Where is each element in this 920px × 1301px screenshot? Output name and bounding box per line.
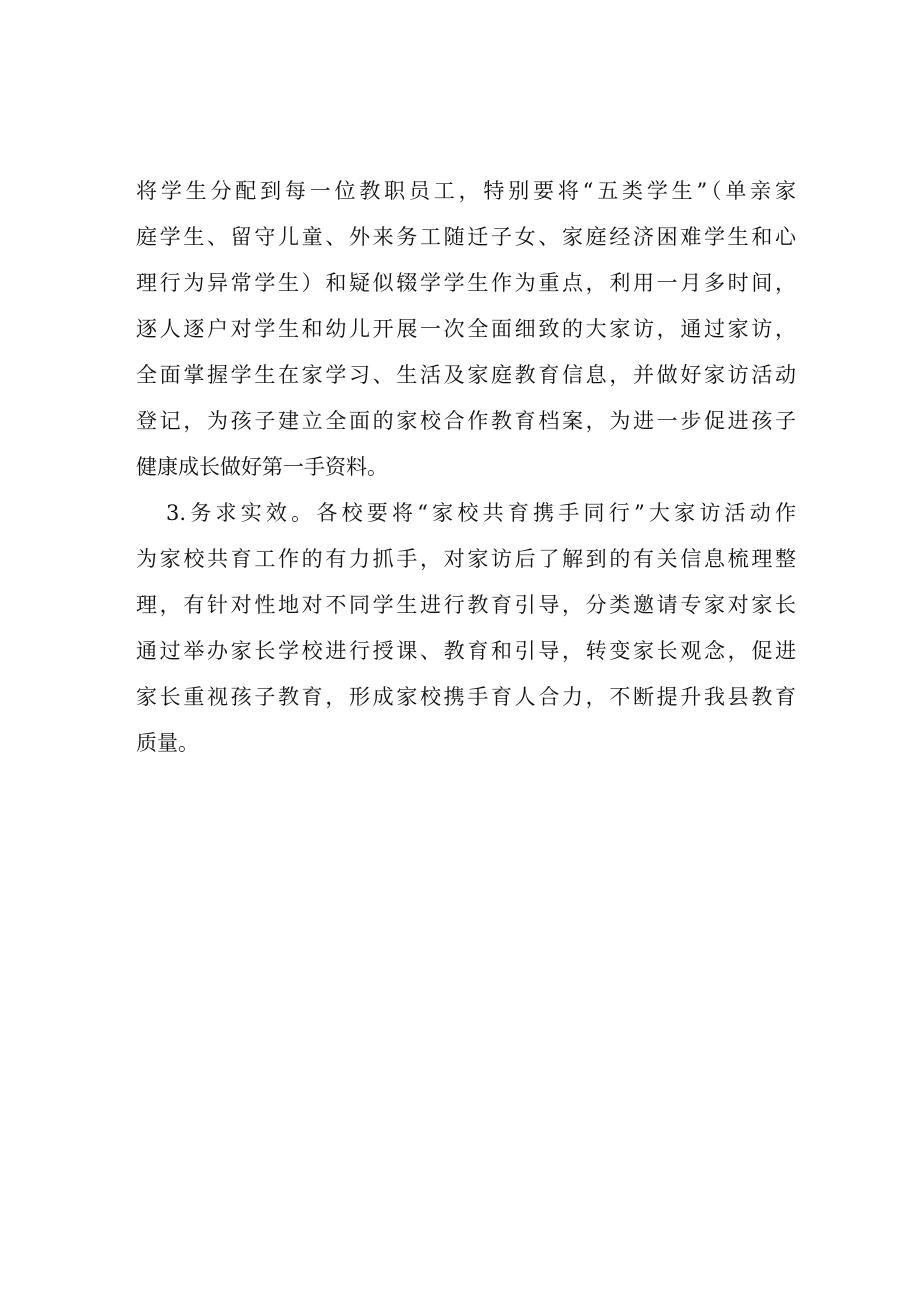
paragraph-line: 为家校共育工作的有力抓手，对家访后了解到的有关信息梳理整 — [136, 547, 796, 571]
paragraph-line: 家长重视孩子教育，形成家校携手育人合力，不断提升我县教育 — [136, 685, 796, 709]
document-body — [136, 168, 796, 766]
paragraph-2 — [136, 490, 796, 766]
paragraph-line: 通过举办家长学校进行授课、教育和引导，转变家长观念，促进 — [136, 639, 796, 663]
paragraph-line: 庭学生、留守儿童、外来务工随迁子女、家庭经济困难学生和心 — [136, 225, 796, 249]
paragraph-line: 全面掌握学生在家学习、生活及家庭教育信息，并做好家访活动 — [136, 363, 796, 387]
paragraph-line: 健康成长做好第一手资料。 — [136, 455, 388, 479]
paragraph-line: 理，有针对性地对不同学生进行教育引导，分类邀请专家对家长 — [136, 593, 796, 617]
paragraph-line: 质量。 — [136, 731, 199, 755]
paragraph-line: 理行为异常学生）和疑似辍学学生作为重点，利用一月多时间， — [136, 271, 796, 295]
paragraph-line: 将学生分配到每一位教职员工，特别要将“五类学生”（单亲家 — [136, 179, 796, 203]
paragraph-1 — [136, 168, 796, 490]
paragraph-line: 3.务求实效。各校要将“家校共育携手同行”大家访活动作 — [166, 501, 796, 525]
paragraph-line: 登记，为孩子建立全面的家校合作教育档案，为进一步促进孩子 — [136, 409, 796, 433]
paragraph-line: 逐人逐户对学生和幼儿开展一次全面细致的大家访，通过家访， — [136, 317, 796, 341]
